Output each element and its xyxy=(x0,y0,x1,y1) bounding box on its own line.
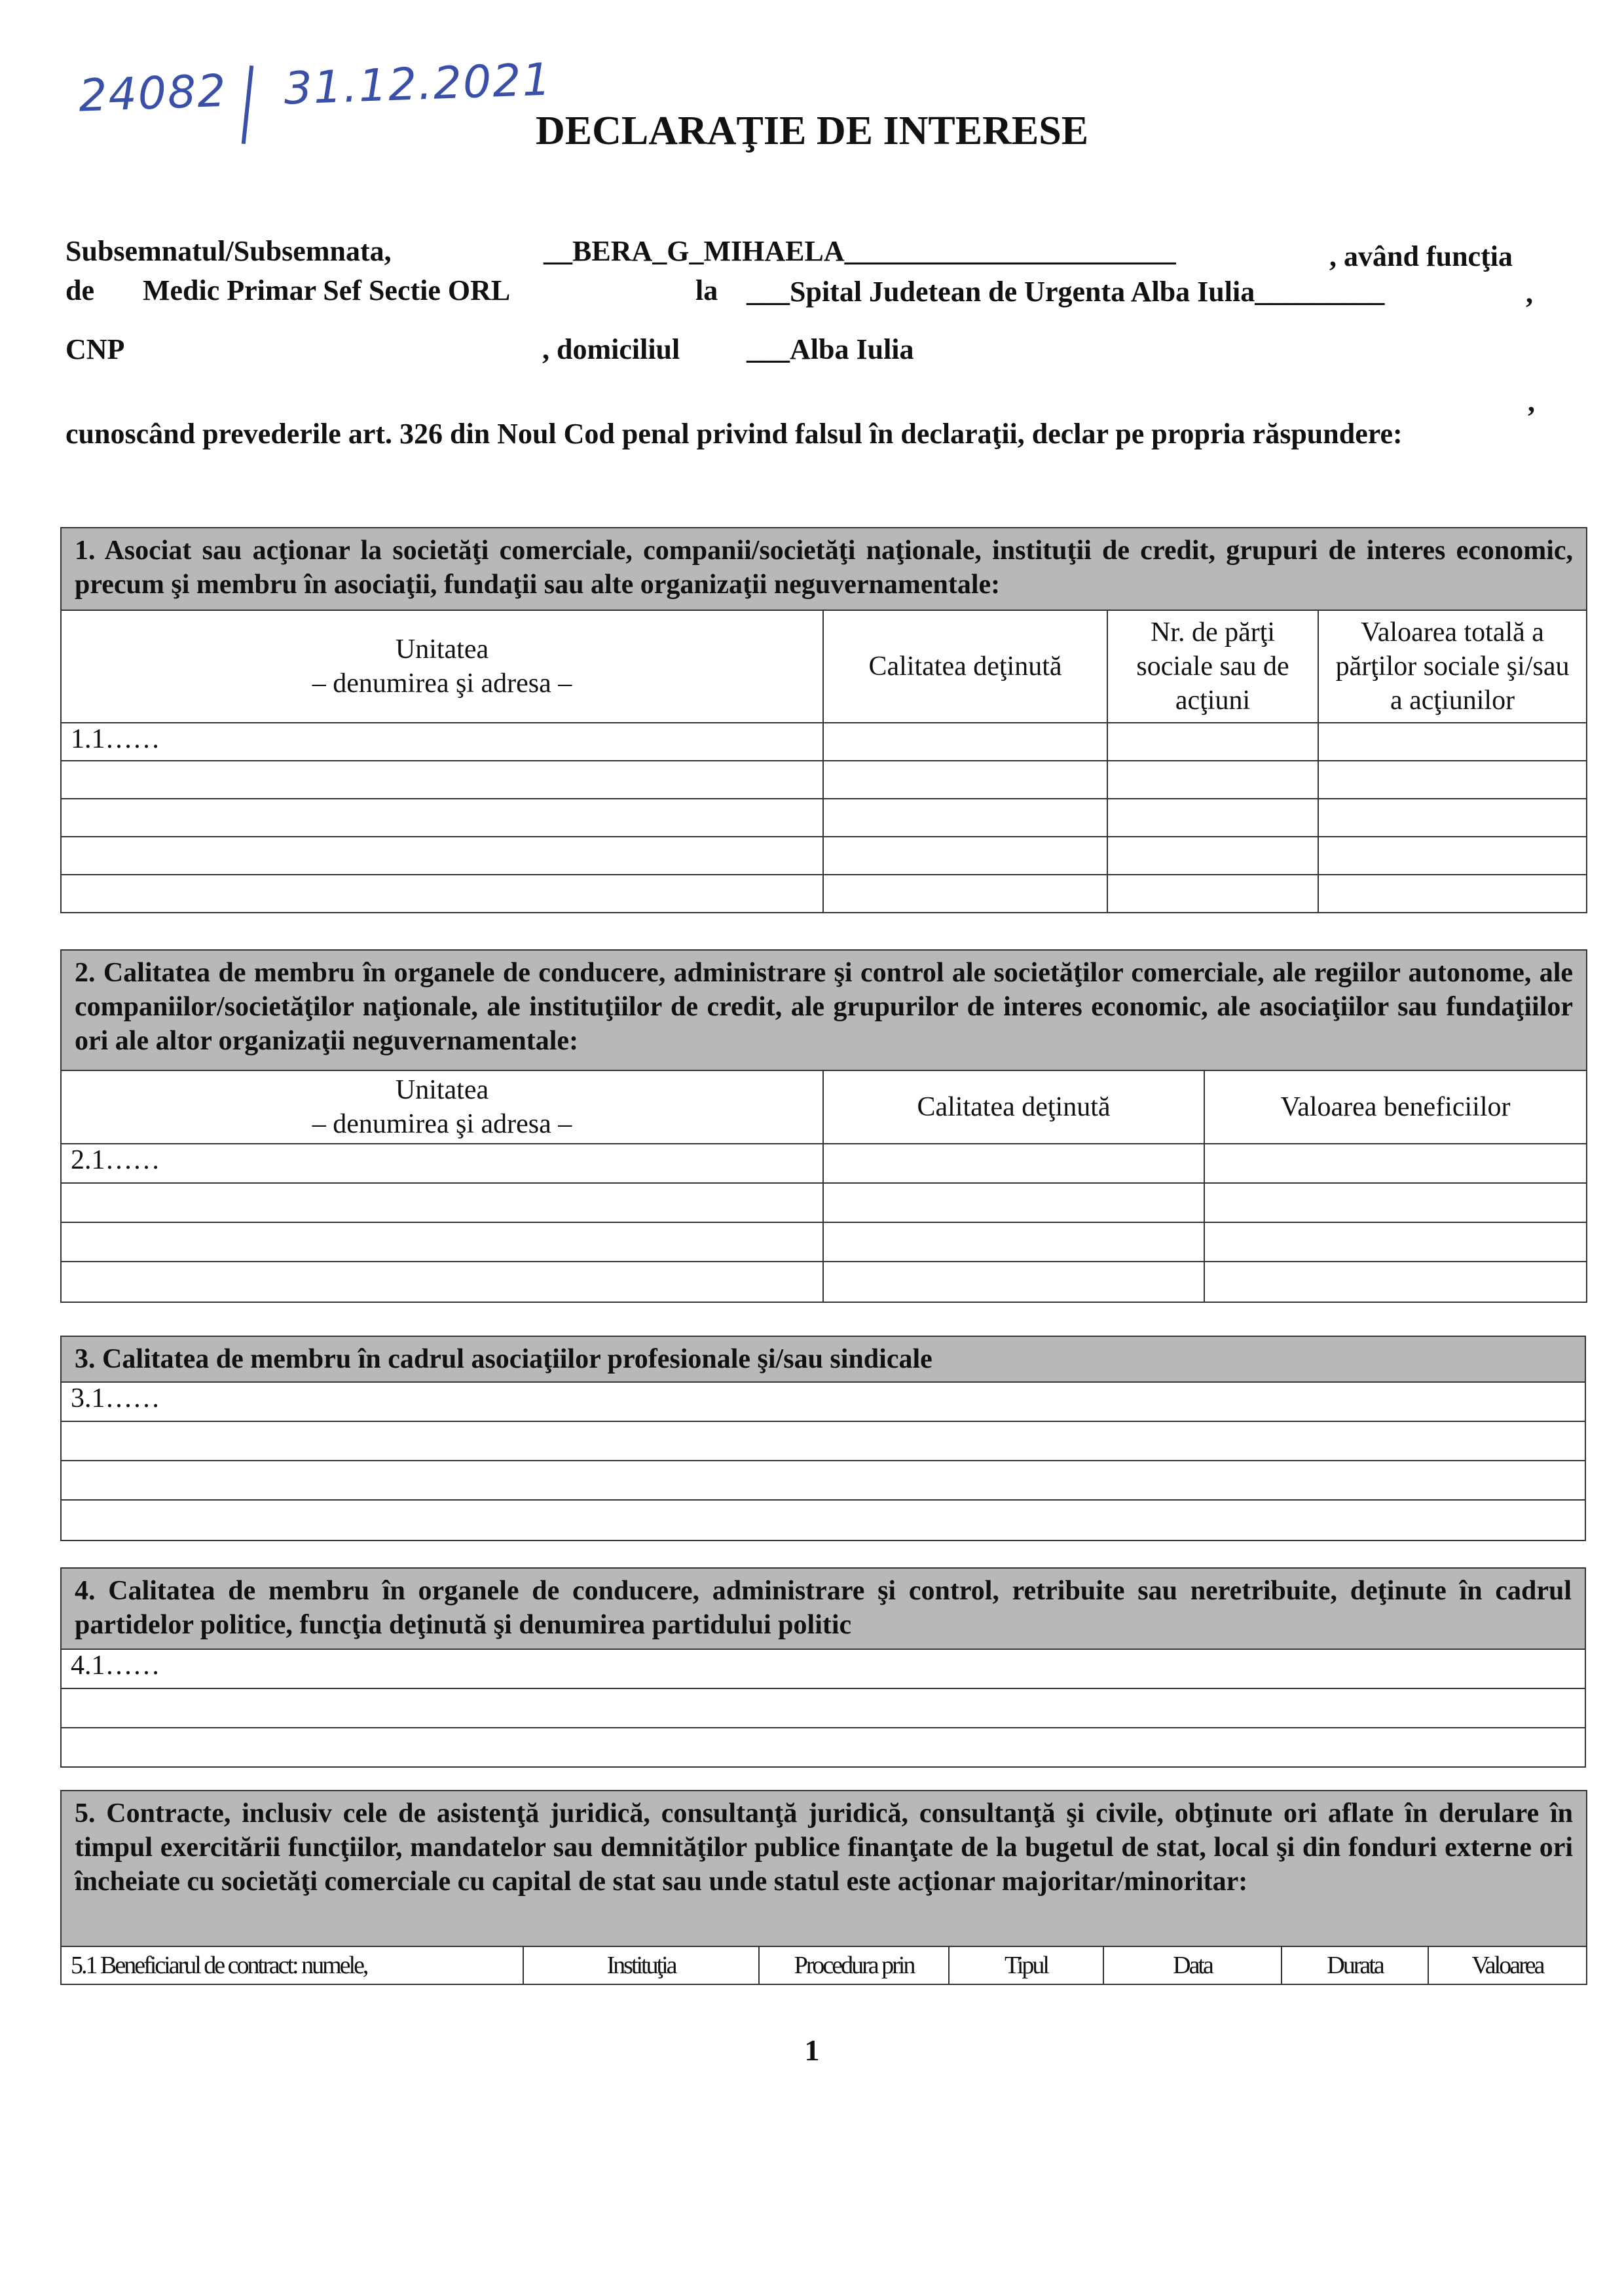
section-2-header: 2. Calitatea de membru în organele de conducere, administrare şi control ale societăţilor comerciale, ale regiilor autonome, ale companiilor/societăţilor naţionale, ale instituţiilor de credit, ale grupurilor de interes economic, ale asociaţiilor sau fundaţiilor ori ale altor organizaţii neguvernamentale: xyxy=(61,950,1587,1070)
col-institutia: Instituţia xyxy=(523,1946,759,1984)
document-title: DECLARAŢIE DE INTERESE xyxy=(535,109,1089,153)
page-number: 1 xyxy=(804,2033,820,2067)
col-nr-parti: Nr. de părţi sociale sau de acţiuni xyxy=(1107,610,1318,723)
declarant-institution: ___Spital Judetean de Urgenta Alba Iulia_________ xyxy=(747,276,1385,308)
col-beneficiar: 5.1 Beneficiarul de contract: numele, xyxy=(61,1946,523,1984)
col-valoarea-beneficiilor: Valoarea beneficiilor xyxy=(1204,1070,1587,1144)
intro-statement: cunoscând prevederile art. 326 din Noul Cod penal privind falsul în declaraţii, declar pe propria răspundere: xyxy=(65,418,1403,450)
table-row xyxy=(61,1262,1587,1302)
col-calitatea-2: Calitatea deţinută xyxy=(823,1070,1204,1144)
section-3-table xyxy=(60,1336,1586,1541)
table-row xyxy=(61,1461,1585,1500)
row-3-1-label: 3.1…… xyxy=(61,1382,1585,1421)
table-row xyxy=(61,761,1587,799)
table-row xyxy=(61,799,1587,837)
col-data: Data xyxy=(1103,1946,1282,1984)
table-row xyxy=(61,1421,1585,1461)
col-durata: Durata xyxy=(1282,1946,1428,1984)
section-5-header: 5. Contracte, inclusiv cele de asistenţă juridică, consultanţă juridică, consultanţă şi civile, obţinute ori aflate în derulare în timpul exercitării funcţiilor, mandatelor sau demnităţilor publice finanţate de la bugetul de stat, local şi din fonduri externe ori încheiate cu societăţi comerciale cu capital de stat sau unde statul este acţionar majoritar/minoritar: xyxy=(61,1791,1587,1946)
label-cnp: CNP xyxy=(65,333,125,365)
comma-2: , xyxy=(1528,386,1535,418)
label-de: de xyxy=(65,274,94,306)
section-5-table xyxy=(60,1790,1587,1985)
table-row xyxy=(61,1500,1585,1540)
row-4-1-label: 4.1…… xyxy=(61,1649,1585,1688)
col-unitatea-2: Unitatea – denumirea şi adresa – xyxy=(61,1070,823,1144)
table-row xyxy=(61,1728,1585,1767)
section-1-header: 1. Asociat sau acţionar la societăţi comerciale, companii/societăţi naţionale, instituţii de credit, grupuri de interes economic, precum şi membru în asociaţii, fundaţii sau alte organizaţii neguvernamentale: xyxy=(61,528,1587,610)
row-2-1-label: 2.1…… xyxy=(61,1144,823,1183)
col-calitatea: Calitatea deţinută xyxy=(823,610,1107,723)
table-row xyxy=(61,875,1587,913)
declarant-function: Medic Primar Sef Sectie ORL xyxy=(143,274,511,306)
label-subsemnatul: Subsemnatul/Subsemnata, xyxy=(65,235,392,267)
table-row xyxy=(61,1688,1585,1728)
table-row xyxy=(61,837,1587,875)
section-3-header: 3. Calitatea de membru în cadrul asociaţiilor profesionale şi/sau sindicale xyxy=(61,1336,1585,1382)
label-domiciliul: , domiciliul xyxy=(542,333,680,365)
col-tipul: Tipul xyxy=(949,1946,1103,1984)
row-1-1-label: 1.1…… xyxy=(61,723,823,761)
section-4-header: 4. Calitatea de membru în organele de conducere, administrare şi control, retribuite sau neretribuite, deţinute în cadrul partidelor politice, funcţia deţinută şi denumirea partidului politic xyxy=(61,1568,1585,1649)
handwritten-date: 31.12.2021 xyxy=(283,54,553,115)
label-la: la xyxy=(695,274,718,306)
declarant-domicile: ___Alba Iulia xyxy=(747,333,914,365)
table-row xyxy=(61,1183,1587,1222)
handwritten-number: 24082 xyxy=(77,65,228,122)
declarant-name: __BERA_G_MIHAELA_______________________ xyxy=(544,235,1176,267)
col-valoarea: Valoarea xyxy=(1428,1946,1587,1984)
comma-1: , xyxy=(1526,277,1533,309)
col-unitatea: Unitatea – denumirea şi adresa – xyxy=(61,610,823,723)
section-1-table xyxy=(60,527,1587,913)
section-4-table xyxy=(60,1567,1586,1768)
label-avand-functia: , având funcţia xyxy=(1329,240,1513,272)
table-row xyxy=(61,1222,1587,1262)
col-valoarea-totala: Valoarea totală a părţilor sociale şi/sau a acţiunilor xyxy=(1318,610,1587,723)
col-procedura: Procedura prin xyxy=(759,1946,949,1984)
section-2-table xyxy=(60,949,1587,1303)
